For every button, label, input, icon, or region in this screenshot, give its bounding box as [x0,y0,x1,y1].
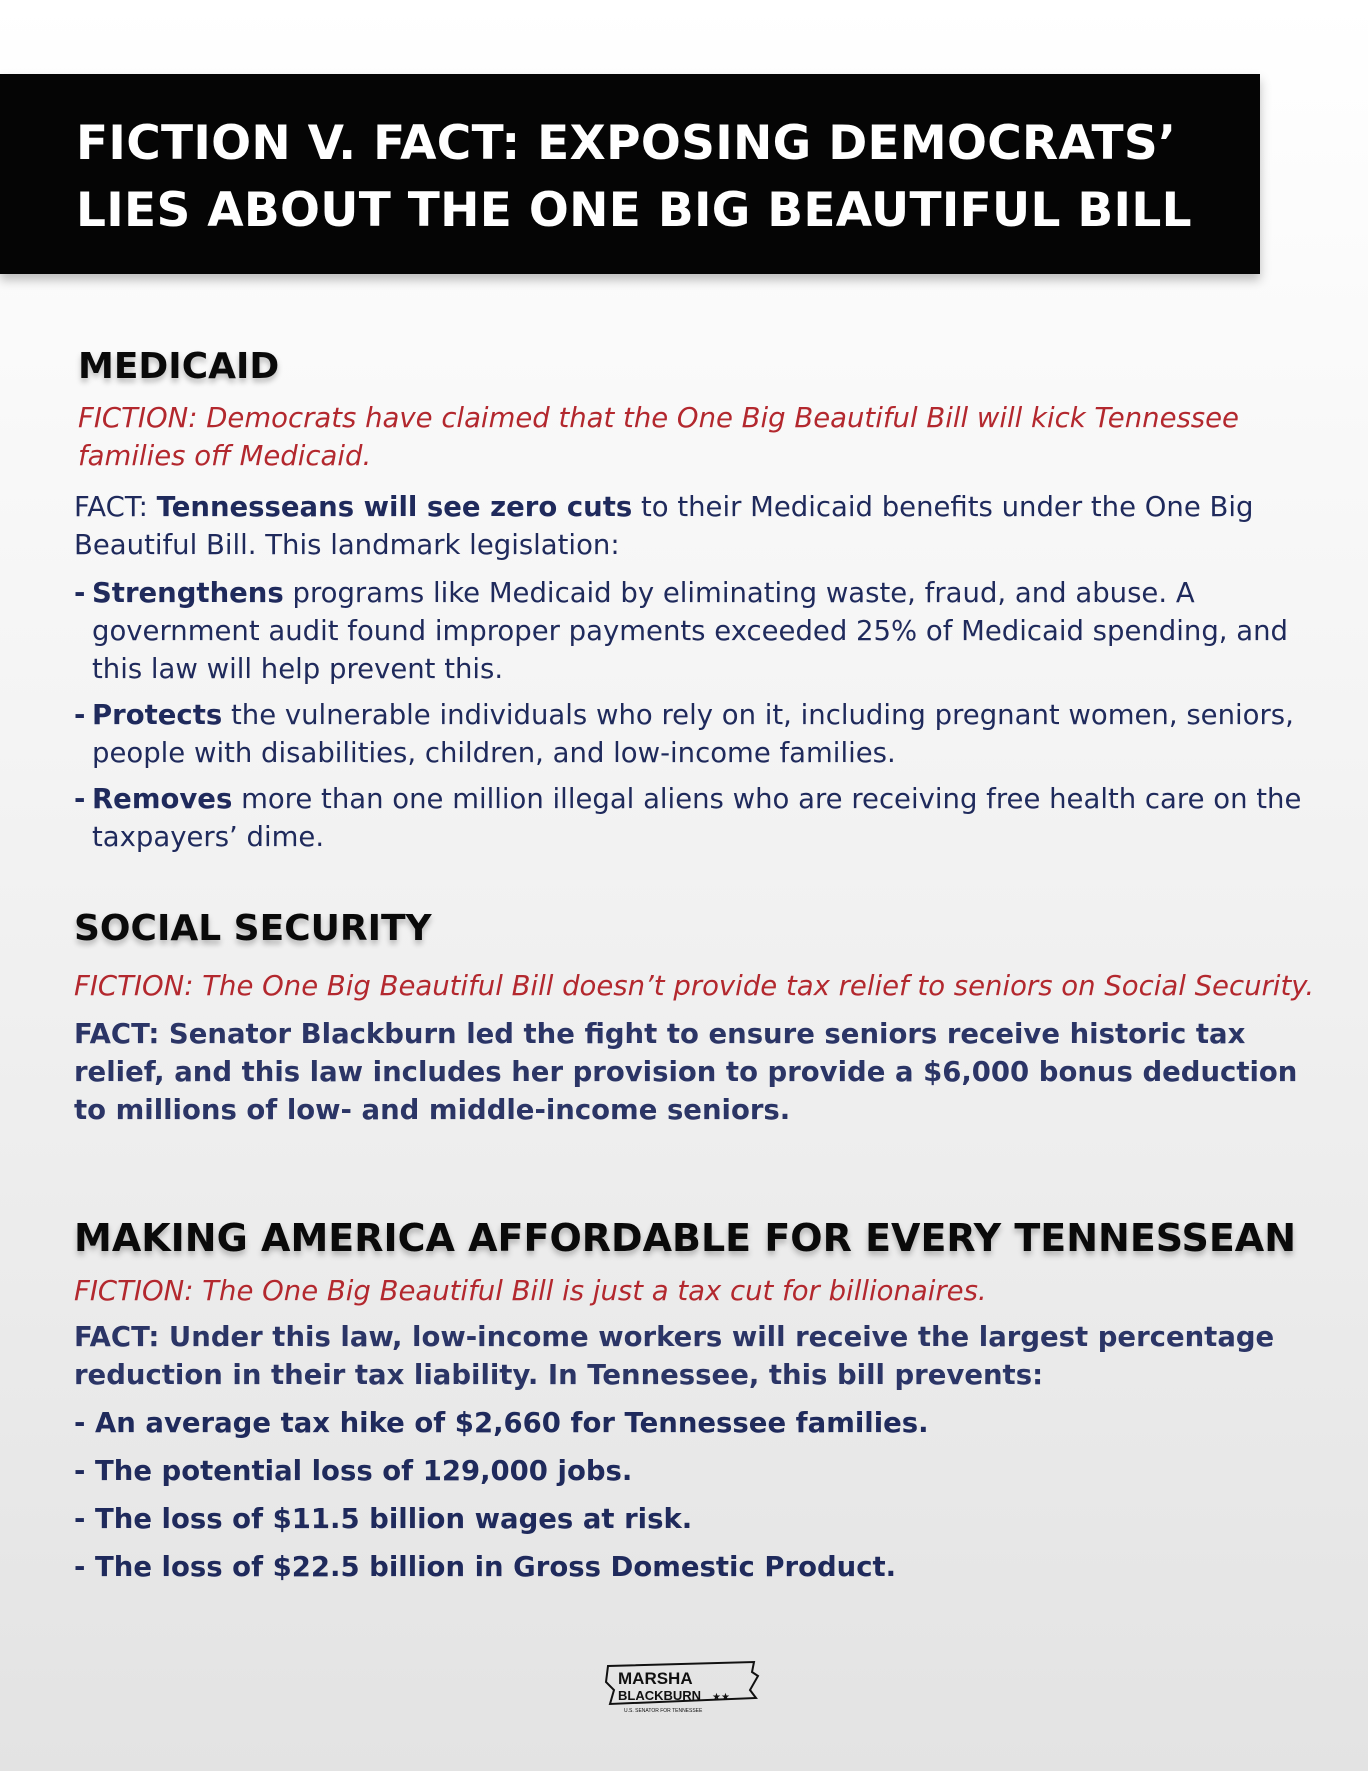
social-security-fiction: FICTION: The One Big Beautiful Bill doesn’t provide tax relief to seniors on Social Security. [74,970,1315,1002]
affordable-section [74,1216,1328,1596]
star-icon: ★★ [712,1692,730,1703]
fact-highlight: Tennesseans will see zero cuts [156,491,633,523]
affordable-list [74,1404,1328,1586]
fact-prefix: FACT: [74,491,157,523]
logo-line-2: BLACKBURN [618,1688,702,1703]
social-security-section [74,908,1328,1129]
list-item: - Protects the vulnerable individuals who rely on it, including pregnant women, seniors, people with disabilities, children, and low-income families. [74,699,1294,769]
fact-rest: to their Medicaid benefits under the One Big Beautiful Bill. This landmark legislation: [74,491,1254,561]
bullet-text: programs like Medicaid by eliminating waste, fraud, and abuse. A government audit found improper payments exceeded 25% of Medicaid spending, and this law will help prevent this. [92,577,1289,685]
list-item: - The potential loss of 129,000 jobs. [74,1455,633,1487]
affordable-fiction: FICTION: The One Big Beautiful Bill is just a tax cut for billionaires. [74,1275,987,1307]
bullet-text: more than one million illegal aliens who are receiving free health care on the taxpayers’ dime. [92,783,1302,853]
title-line-2: LIES ABOUT THE ONE BIG BEAUTIFUL BILL [76,183,1192,238]
social-security-heading: SOCIAL SECURITY [74,908,432,949]
list-item: - Strengthens programs like Medicaid by eliminating waste, fraud, and abuse. A government audit found improper payments exceeded 25% of Medicaid spending, and this law will help prevent this. [74,577,1289,685]
list-item: - Removes more than one million illegal aliens who are receiving free health care on the taxpayers’ dime. [74,783,1302,853]
affordable-fact: FACT: Under this law, low-income workers will receive the largest percentage reduction in their tax liability. In Tennessee, this bill prevents: [74,1321,1275,1391]
medicaid-heading: MEDICAID [78,346,280,387]
bullet-bold: Protects [92,699,223,731]
medicaid-fiction: FICTION: Democrats have claimed that the One Big Beautiful Bill will kick Tennessee families off Medicaid. [78,402,1239,472]
title-banner [0,74,1260,274]
social-security-fact: FACT: Senator Blackburn led the fight to ensure seniors receive historic tax relief, and this law includes her provision to provide a $6,000 bonus deduction to millions of low- and middle-income seniors. [74,1018,1298,1126]
list-item: - An average tax hike of $2,660 for Tennessee families. [74,1407,929,1439]
logo-line-1: MARSHA [618,1669,693,1688]
medicaid-bullets [74,574,1328,856]
medicaid-fact [74,488,1328,564]
list-item: - The loss of $22.5 billion in Gross Domestic Product. [74,1551,897,1583]
marsha-blackburn-logo [604,1660,764,1716]
logo-tagline: U.S. SENATOR FOR TENNESSEE [624,1708,703,1714]
affordable-heading: MAKING AMERICA AFFORDABLE FOR EVERY TENNESSEAN [74,1216,1296,1260]
page-title [76,110,1220,244]
medicaid-fact-block [74,488,1328,856]
bullet-text: the vulnerable individuals who rely on it, including pregnant women, seniors, people with disabilities, children, and low-income families. [92,699,1294,769]
list-item: - The loss of $11.5 billion wages at risk. [74,1503,693,1535]
medicaid-section [78,346,1328,475]
title-line-1: FICTION V. FACT: EXPOSING DEMOCRATS’ [76,116,1177,171]
bullet-bold: Removes [92,783,233,815]
bullet-bold: Strengthens [92,577,284,609]
